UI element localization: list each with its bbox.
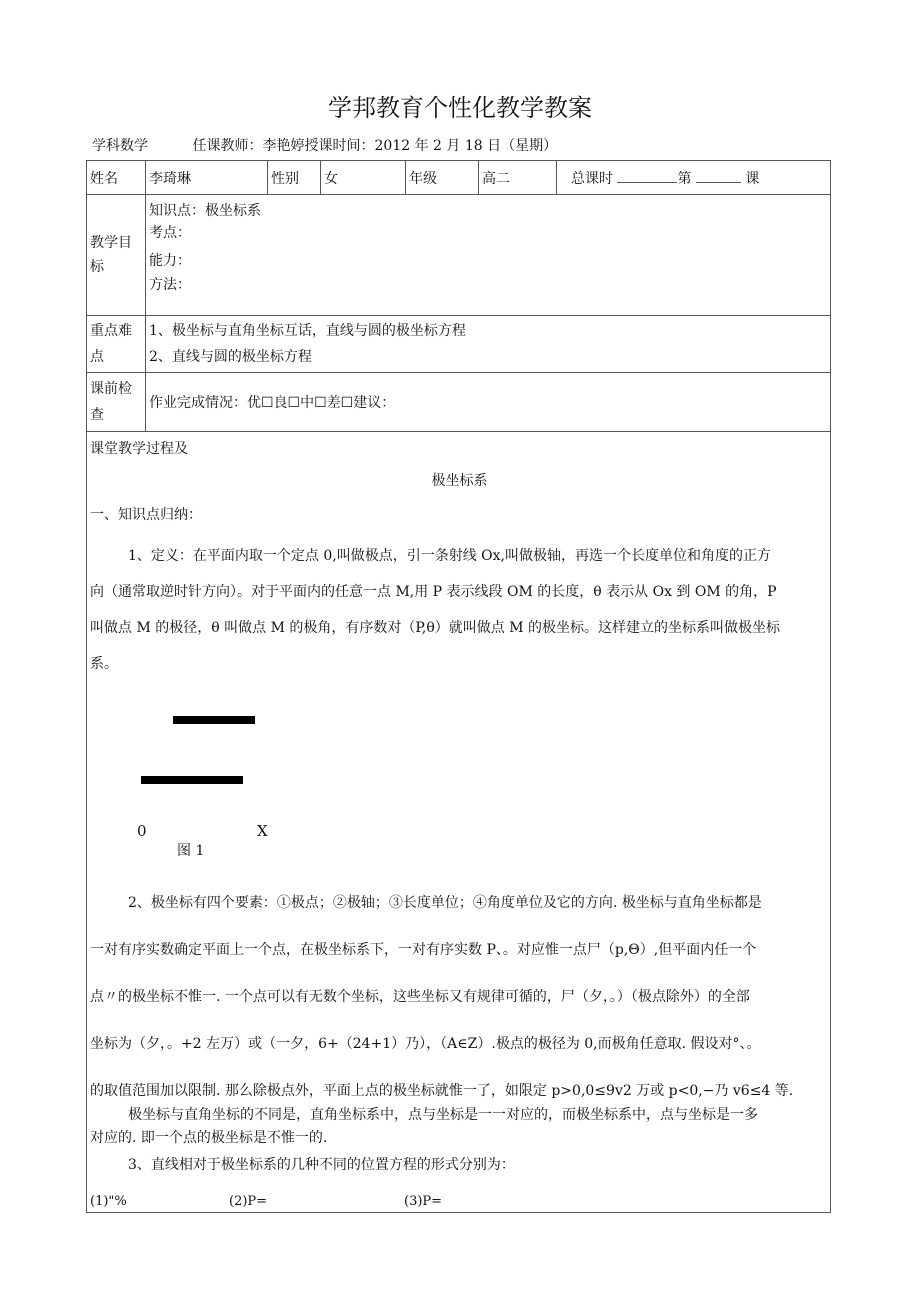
text-line: 系。 xyxy=(90,656,118,672)
grade-label: 年级 xyxy=(406,161,479,195)
difference-paragraph xyxy=(90,1104,830,1150)
line-equations-intro: 3、直线相对于极坐标系的几种不同的位置方程的形式分别为： xyxy=(128,1157,515,1173)
total-lessons-label: 总课时 xyxy=(571,170,613,187)
grade-value: 高二 xyxy=(479,161,557,195)
text-line: 向（通常取逆时针方向）。对于平面内的任意一点 M,用 P 表示线段 OM 的长度，θ 表示从 Ox 到 OM 的角，P xyxy=(90,584,777,600)
process-label: 课堂教学过程及 xyxy=(90,441,188,457)
pre-check-row xyxy=(87,373,831,432)
figure-line xyxy=(141,776,243,784)
page-title: 学邦教育个性化教学教案 xyxy=(328,94,592,122)
text-line: 叫做点 M 的极径，θ 叫做点 M 的极角，有序数对（P,θ）就叫做点 M 的极坐标。这样建立的坐标系叫做极坐标 xyxy=(90,620,781,636)
text-line: 的取值范围加以限制. 那么除极点外，平面上点的极坐标就惟一了，如限定 p>0,0≤9v2 万或 p<0,−乃 v6≤4 等. xyxy=(90,1083,794,1099)
student-info-row xyxy=(87,161,831,195)
goal-line: 能力： xyxy=(149,253,191,269)
name-label: 姓名 xyxy=(87,161,146,195)
goal-line: 考点： xyxy=(149,225,191,241)
figure-origin-label: 0 xyxy=(137,822,147,840)
lesson-meta: 学科数学 任课教师：李艳婷授课时间：2012 年 2 月 18 日（星期） xyxy=(92,138,558,154)
student-name: 李琦琳 xyxy=(146,161,268,195)
text-line: 坐标为（夕，。+2 左万）或（一夕，6+（24+1）乃），（A∈Z）.极点的极径为 0,而极角任意取. 假设对°、。 xyxy=(90,1036,761,1052)
equation-3: (3)P= xyxy=(404,1194,443,1209)
text-line: 1、定义：在平面内取一个定点 0,叫做极点，引一条射线 Ox,叫做极轴，再选一个长度单位和角度的正方 xyxy=(128,548,771,564)
lesson-label: 课 xyxy=(745,170,760,187)
elements-paragraph xyxy=(90,880,830,1115)
figure-x-label: X xyxy=(257,822,268,840)
gender-label: 性别 xyxy=(268,161,321,195)
text-line: 对应的. 即一个点的极坐标是不惟一的. xyxy=(90,1130,328,1146)
process-row xyxy=(87,432,831,1213)
process-body xyxy=(87,432,830,1212)
nth-label: 第 xyxy=(677,170,692,187)
equation-2: (2)P= xyxy=(229,1194,268,1209)
key-line: 2、直线与圆的极坐标方程 xyxy=(149,349,312,365)
section-heading: 极坐标系 xyxy=(431,473,488,489)
key-line: 1、极坐标与直角坐标互话，直线与圆的极坐标方程 xyxy=(149,323,466,339)
goals-label: 教学目标 xyxy=(87,195,146,316)
figure-caption: 图 1 xyxy=(177,843,205,859)
text-line: 一对有序实数确定平面上一个点，在极坐标系下，一对有序实数 P、。对应惟一点尸（p,Θ）,但平面内任一个 xyxy=(90,942,757,958)
section-one: 一、知识点归纳： xyxy=(90,507,202,523)
homework-status: 作业完成情况：优☐良☐中☐差☐建议： xyxy=(146,373,831,432)
lesson-count xyxy=(557,161,831,195)
goals-row xyxy=(87,195,831,316)
key-points-content xyxy=(146,316,831,373)
text-line: 极坐标与直角坐标的不同是，直角坐标系中，点与坐标是一一对应的，而极坐标系中，点与坐标是一多 xyxy=(128,1107,758,1123)
goal-line: 知识点：极坐标系 xyxy=(149,203,261,219)
total-lessons-blank xyxy=(617,170,677,183)
figure-line xyxy=(173,716,255,724)
equation-1: (1)"% xyxy=(90,1194,127,1209)
definition-paragraph xyxy=(90,538,830,682)
key-points-row xyxy=(87,316,831,373)
process-cell xyxy=(87,432,831,1213)
pre-check-label: 课前检查 xyxy=(87,373,146,432)
goal-line: 方法： xyxy=(149,277,191,293)
text-line: 2、极坐标有四个要素：①极点；②极轴；③长度单位；④角度单位及它的方向. 极坐标与直角坐标都是 xyxy=(128,895,762,911)
nth-blank xyxy=(696,170,741,183)
lesson-plan-table xyxy=(86,160,831,1213)
gender-value: 女 xyxy=(321,161,406,195)
key-points-label: 重点难点 xyxy=(87,316,146,373)
text-line: 点〃的极坐标不惟一. 一个点可以有无数个坐标，这些坐标又有规律可循的，尸（夕，。）（极点除外）的全部 xyxy=(90,989,750,1005)
goals-content xyxy=(146,195,831,316)
